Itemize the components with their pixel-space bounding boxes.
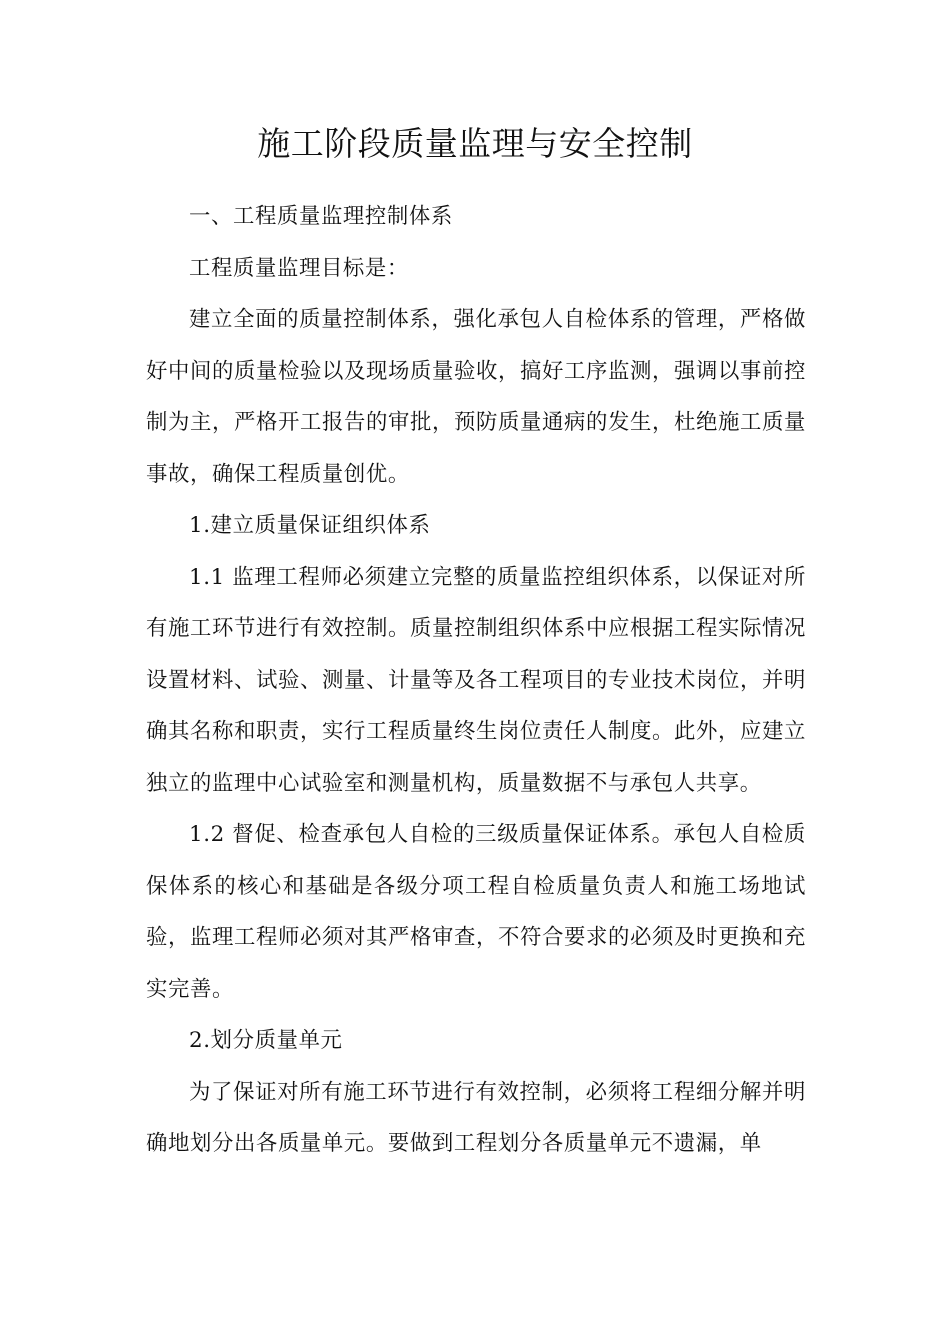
document-title: 施工阶段质量监理与安全控制 <box>257 124 693 163</box>
document-body <box>146 191 806 1170</box>
subsection-heading: 2.划分质量单元 <box>189 1028 343 1053</box>
paragraph: 为了保证对所有施工环节进行有效控制，必须将工程细分解并明确地划分出各质量单元。要做到工程划分各质量单元不遗漏，单 <box>146 1079 806 1156</box>
paragraph: 工程质量监理目标是： <box>189 255 409 281</box>
section-heading: 一、工程质量监理控制体系 <box>189 204 453 229</box>
subsection-heading: 1.建立质量保证组织体系 <box>189 513 431 538</box>
paragraph: 1.1 监理工程师必须建立完整的质量监控组织体系，以保证对所有施工环节进行有效控制。质量控制组织体系中应根据工程实际情况设置材料、试验、测量、计量等及各工程项目的专业技术岗位，并明确其名称和职责，实行工程质量终生岗位责任人制度。此外，应建立独立的监理中心试验室和测量机构，质量数据不与承包人共享。 <box>146 564 806 796</box>
paragraph: 1.2 督促、检查承包人自检的三级质量保证体系。承包人自检质保体系的核心和基础是各级分项工程自检质量负责人和施工场地试验，监理工程师必须对其严格审查，不符合要求的必须及时更换和充实完善。 <box>146 822 806 1002</box>
paragraph: 建立全面的质量控制体系，强化承包人自检体系的管理，严格做好中间的质量检验以及现场质量验收，搞好工序监测，强调以事前控制为主，严格开工报告的审批，预防质量通病的发生，杜绝施工质量事故，确保工程质量创优。 <box>146 307 806 487</box>
